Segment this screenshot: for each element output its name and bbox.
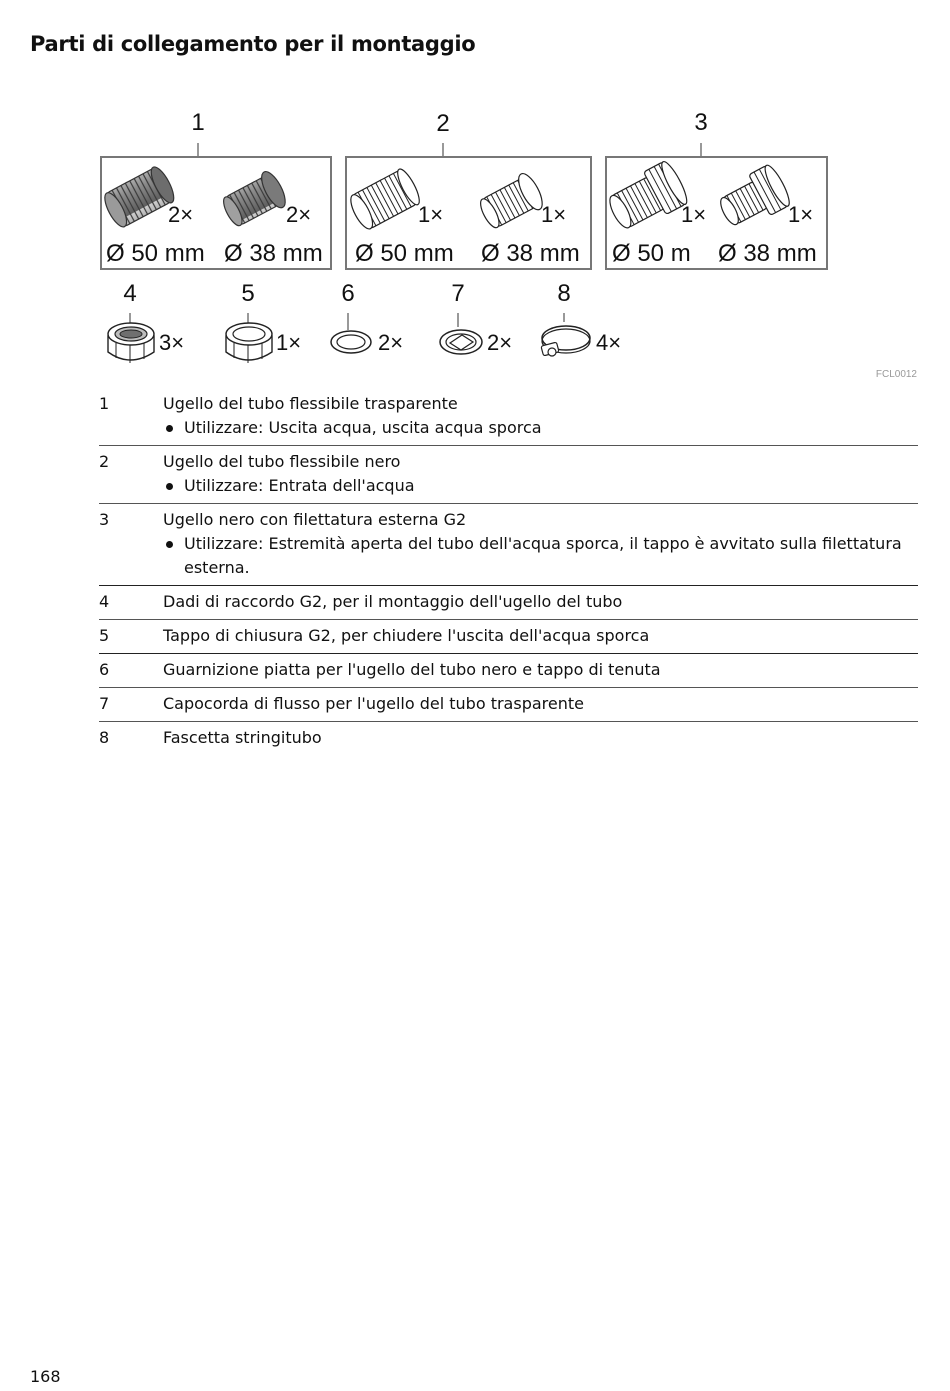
- group-3-size-b: Ø 38 mm: [718, 240, 817, 267]
- legend-number: 8: [99, 728, 110, 747]
- legend-number: 5: [99, 626, 110, 645]
- hose-clamp-icon: [541, 326, 590, 356]
- legend-usage: Utilizzare: Estremità aperta del tubo dell'acqua sporca, il tappo è avvitato sulla filettatura esterna.: [184, 534, 902, 577]
- callout-4: 4: [123, 280, 137, 307]
- callout-7: 7: [451, 280, 465, 307]
- legend-row: [99, 620, 918, 654]
- legend-text: Dadi di raccordo G2, per il montaggio dell'ugello del tubo: [163, 592, 623, 611]
- legend-number: 3: [99, 510, 110, 529]
- group-1-size-b: Ø 38 mm: [224, 240, 323, 267]
- callout-5: 5: [241, 280, 255, 307]
- bullet-icon: [163, 532, 184, 580]
- threaded-nozzle-icon: [713, 163, 793, 235]
- part-7-qty: 2×: [487, 330, 513, 355]
- legend-text: Ugello del tubo flessibile nero: [163, 452, 401, 471]
- flow-lug-icon: [440, 330, 482, 354]
- nozzle-transparent-icon: [100, 164, 178, 231]
- legend-text: Ugello del tubo flessibile trasparente: [163, 394, 458, 413]
- nozzle-black-icon: [346, 166, 423, 232]
- legend-number: 6: [99, 660, 110, 679]
- legend-number: 4: [99, 592, 110, 611]
- part-6-qty: 2×: [378, 330, 404, 355]
- legend-row: [99, 688, 918, 722]
- legend-usage: Utilizzare: Uscita acqua, uscita acqua sporca: [184, 418, 542, 437]
- legend-row: [99, 654, 918, 688]
- figure-code: FCL0012: [875, 369, 917, 380]
- group-1-qty-a: 2×: [168, 202, 194, 227]
- legend-row: [99, 388, 918, 446]
- part-4-qty: 3×: [159, 330, 185, 355]
- parts-illustration: [0, 0, 950, 390]
- group-2-qty-b: 1×: [541, 202, 567, 227]
- group-3-qty-a: 1×: [681, 202, 707, 227]
- callout-6: 6: [341, 280, 355, 307]
- threaded-nozzle-icon: [603, 159, 691, 236]
- callout-2: 2: [436, 110, 450, 137]
- nozzle-transparent-icon: [218, 168, 290, 231]
- legend-text: Tappo di chiusura G2, per chiudere l'uscita dell'acqua sporca: [163, 626, 650, 645]
- legend-text: Fascetta stringitubo: [163, 728, 322, 747]
- legend-text: Ugello nero con filettatura esterna G2: [163, 510, 467, 529]
- part-5-qty: 1×: [276, 330, 302, 355]
- callout-8: 8: [557, 280, 571, 307]
- flat-gasket-icon: [331, 331, 371, 353]
- group-2-size-a: Ø 50 mm: [355, 240, 454, 267]
- cap-icon: [226, 323, 272, 363]
- bullet-icon: [163, 474, 184, 498]
- legend-row: [99, 446, 918, 504]
- parts-figure: [0, 0, 950, 390]
- group-2-size-b: Ø 38 mm: [481, 240, 580, 267]
- legend-number: 7: [99, 694, 110, 713]
- page-number: 168: [30, 1367, 61, 1386]
- legend-table: [99, 388, 918, 755]
- legend-text: Guarnizione piatta per l'ugello del tubo nero e tappo di tenuta: [163, 660, 661, 679]
- legend-usage: Utilizzare: Entrata dell'acqua: [184, 476, 415, 495]
- page-title: Parti di collegamento per il montaggio: [30, 32, 476, 56]
- legend-row: [99, 504, 918, 586]
- legend-number: 1: [99, 394, 110, 413]
- nozzle-black-icon: [475, 170, 547, 233]
- group-1-qty-b: 2×: [286, 202, 312, 227]
- legend-row: [99, 722, 918, 755]
- callout-1: 1: [191, 109, 205, 136]
- group-3-size-a: Ø 50 m: [612, 240, 691, 267]
- callout-3: 3: [694, 109, 708, 136]
- legend-number: 2: [99, 452, 110, 471]
- union-nut-icon: [108, 323, 154, 363]
- group-2-qty-a: 1×: [418, 202, 444, 227]
- bullet-icon: [163, 416, 184, 440]
- legend-row: [99, 586, 918, 620]
- group-1-size-a: Ø 50 mm: [106, 240, 205, 267]
- part-8-qty: 4×: [596, 330, 622, 355]
- legend-text: Capocorda di flusso per l'ugello del tubo trasparente: [163, 694, 584, 713]
- group-3-qty-b: 1×: [788, 202, 814, 227]
